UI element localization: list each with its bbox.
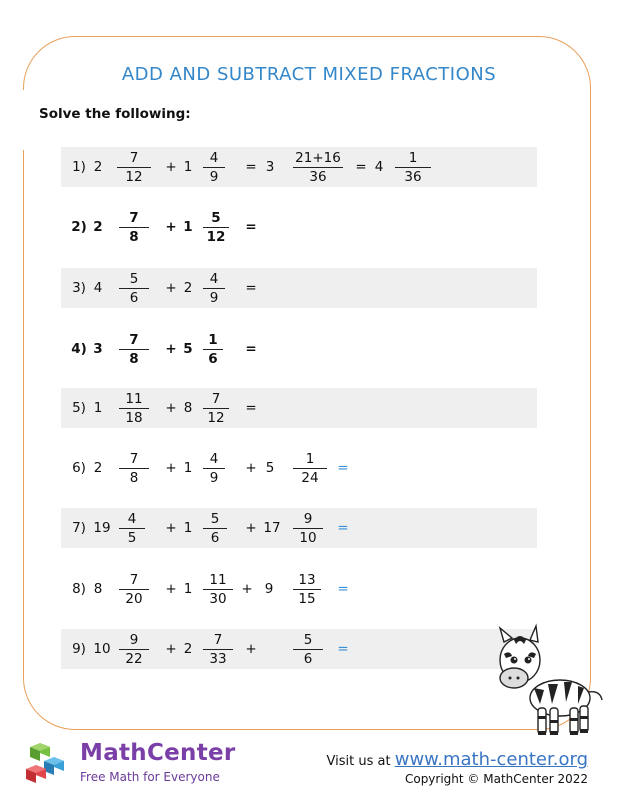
fraction-bar <box>293 468 327 469</box>
denominator: 10 <box>299 529 317 546</box>
fraction-bar <box>119 528 145 529</box>
numerator: 1 <box>408 149 418 166</box>
fraction-3 <box>293 629 323 669</box>
fraction-bar <box>293 528 323 529</box>
denominator: 24 <box>301 469 319 486</box>
copyright-text: Copyright © MathCenter 2022 <box>404 772 588 786</box>
problem-number: 4) <box>71 341 87 357</box>
whole-number-1: 2 <box>93 219 103 235</box>
numerator: 5 <box>211 209 221 226</box>
problem-row-5 <box>61 388 537 428</box>
denominator: 20 <box>125 590 143 607</box>
numerator: 11 <box>125 390 143 407</box>
denominator: 6 <box>129 289 139 306</box>
fraction-bar <box>203 528 227 529</box>
numerator: 4 <box>127 510 137 527</box>
operator: + <box>165 219 177 235</box>
fraction-2 <box>203 388 229 428</box>
frame-gap <box>0 90 32 150</box>
denominator: 5 <box>127 529 137 546</box>
fraction-bar <box>203 227 229 228</box>
whole-number-2: 8 <box>183 400 193 416</box>
fraction-1 <box>119 207 149 247</box>
visit-text: Visit us at <box>326 754 391 769</box>
fraction-bar <box>203 349 223 350</box>
problem-row-6 <box>61 448 537 488</box>
fraction-bar <box>119 649 149 650</box>
equals-sign: = <box>337 520 349 536</box>
fraction-bar <box>203 649 233 650</box>
problem-number: 7) <box>72 520 86 536</box>
problem-number: 3) <box>72 280 86 296</box>
problem-row-9 <box>61 629 537 669</box>
fraction-1 <box>119 388 149 428</box>
whole-number-1: 3 <box>93 341 103 357</box>
fraction-bar <box>203 408 229 409</box>
numerator: 5 <box>129 270 139 287</box>
worksheet-title: ADD AND SUBTRACT MIXED FRACTIONS <box>121 64 497 85</box>
numerator: 7 <box>129 450 139 467</box>
denominator: 36 <box>309 168 327 185</box>
answer-whole-2: 4 <box>374 159 384 175</box>
fraction-bar <box>119 227 149 228</box>
fraction-2 <box>203 508 227 548</box>
denominator: 8 <box>129 350 139 367</box>
denominator: 8 <box>129 228 139 245</box>
equals-sign: = <box>245 159 257 175</box>
answer-fraction-2 <box>395 147 431 187</box>
whole-number-1: 19 <box>93 520 111 536</box>
equals-sign: = <box>245 341 257 357</box>
problem-number: 9) <box>72 641 86 657</box>
whole-number-1: 2 <box>93 159 103 175</box>
operator: + <box>241 581 253 597</box>
fraction-bar <box>293 649 323 650</box>
operator: + <box>165 460 177 476</box>
operator: + <box>165 581 177 597</box>
operator: + <box>165 400 177 416</box>
whole-number-2: 1 <box>183 219 193 235</box>
fraction-bar <box>293 167 343 168</box>
numerator: 9 <box>303 510 313 527</box>
fraction-bar <box>119 468 149 469</box>
problem-row-1 <box>61 147 537 187</box>
fraction-1 <box>119 629 149 669</box>
operator: + <box>245 460 257 476</box>
denominator: 12 <box>207 409 225 426</box>
mathcenter-logo-icon <box>26 741 68 785</box>
fraction-3 <box>293 448 327 488</box>
whole-number-2: 1 <box>183 520 193 536</box>
whole-number-1: 10 <box>93 641 111 657</box>
numerator: 7 <box>129 571 139 588</box>
numerator: 11 <box>209 571 227 588</box>
whole-number-1: 8 <box>93 581 103 597</box>
fraction-bar <box>203 468 225 469</box>
fraction-2 <box>203 329 223 369</box>
problem-row-3 <box>61 268 537 308</box>
numerator: 7 <box>129 331 139 348</box>
whole-number-1: 2 <box>93 460 103 476</box>
numerator: 4 <box>209 450 219 467</box>
denominator: 12 <box>125 168 143 185</box>
website-link[interactable]: www.math-center.org <box>394 749 588 770</box>
brand-tagline: Free Math for Everyone <box>80 770 220 784</box>
operator: + <box>165 159 177 175</box>
fraction-2 <box>203 629 233 669</box>
problem-row-7 <box>61 508 537 548</box>
numerator: 7 <box>129 149 139 166</box>
answer-whole-1: 3 <box>265 159 275 175</box>
numerator: 4 <box>209 270 219 287</box>
problem-row-8 <box>61 569 537 609</box>
fraction-1 <box>119 448 149 488</box>
fraction-2 <box>203 569 233 609</box>
denominator: 6 <box>210 529 220 546</box>
fraction-bar <box>119 349 149 350</box>
zebra-illustration <box>490 620 608 740</box>
fraction-3 <box>293 508 323 548</box>
whole-number-3 <box>261 629 277 669</box>
numerator: 21+16 <box>295 149 341 166</box>
fraction-1 <box>117 147 151 187</box>
equals-sign: = <box>337 581 349 597</box>
fraction-1 <box>119 329 149 369</box>
fraction-1 <box>119 268 149 308</box>
denominator: 8 <box>129 469 139 486</box>
denominator: 30 <box>209 590 227 607</box>
problem-row-4 <box>61 329 537 369</box>
whole-number-2: 2 <box>183 641 193 657</box>
denominator: 33 <box>209 650 227 667</box>
operator: + <box>245 520 257 536</box>
fraction-1 <box>119 569 149 609</box>
visit-line <box>327 749 588 770</box>
problem-number: 1) <box>72 159 86 175</box>
fraction-bar <box>293 589 321 590</box>
whole-number-3: 5 <box>265 460 275 476</box>
equals-sign: = <box>245 219 257 235</box>
problem-number: 8) <box>72 581 86 597</box>
whole-number-1: 1 <box>93 400 103 416</box>
fraction-bar <box>119 288 149 289</box>
answer-fraction-1 <box>293 147 343 187</box>
problem-number: 2) <box>71 219 87 235</box>
denominator: 22 <box>125 650 143 667</box>
fraction-3 <box>293 569 321 609</box>
whole-number-2: 5 <box>183 341 193 357</box>
whole-number-2: 1 <box>183 460 193 476</box>
numerator: 1 <box>208 331 218 348</box>
fraction-bar <box>119 589 149 590</box>
instruction-text: Solve the following: <box>39 106 191 122</box>
operator: + <box>165 280 177 296</box>
denominator: 9 <box>209 289 219 306</box>
equals-sign: = <box>245 280 257 296</box>
brand-name: MathCenter <box>80 740 236 766</box>
numerator: 1 <box>305 450 315 467</box>
problem-number: 6) <box>72 460 86 476</box>
denominator: 36 <box>404 168 422 185</box>
fraction-bar <box>395 167 431 168</box>
problem-number: 5) <box>72 400 86 416</box>
whole-number-2: 1 <box>183 159 193 175</box>
operator: + <box>165 341 177 357</box>
fraction-bar <box>203 589 233 590</box>
numerator: 9 <box>129 631 139 648</box>
fraction-2 <box>203 448 225 488</box>
operator: + <box>245 641 257 657</box>
whole-number-2: 1 <box>183 581 193 597</box>
fraction-2 <box>203 268 225 308</box>
denominator: 18 <box>125 409 143 426</box>
numerator: 7 <box>213 631 223 648</box>
whole-number-2: 2 <box>183 280 193 296</box>
equals-sign: = <box>355 159 367 175</box>
fraction-bar <box>119 408 149 409</box>
fraction-1 <box>119 508 145 548</box>
equals-sign: = <box>245 400 257 416</box>
operator: + <box>165 641 177 657</box>
fraction-2 <box>203 207 229 247</box>
numerator: 4 <box>209 149 219 166</box>
fraction-2 <box>203 147 225 187</box>
fraction-bar <box>203 167 225 168</box>
numerator: 7 <box>211 390 221 407</box>
whole-number-1: 4 <box>93 280 103 296</box>
fraction-bar <box>117 167 151 168</box>
numerator: 5 <box>303 631 313 648</box>
numerator: 5 <box>210 510 220 527</box>
whole-number-3: 9 <box>264 581 274 597</box>
problem-row-2 <box>61 207 537 247</box>
operator: + <box>165 520 177 536</box>
denominator: 9 <box>209 168 219 185</box>
equals-sign: = <box>337 460 349 476</box>
denominator: 9 <box>209 469 219 486</box>
numerator: 13 <box>298 571 316 588</box>
numerator: 7 <box>129 209 139 226</box>
whole-number-3: 17 <box>263 520 281 536</box>
equals-sign: = <box>337 641 349 657</box>
denominator: 15 <box>298 590 316 607</box>
denominator: 12 <box>206 228 226 245</box>
fraction-bar <box>203 288 225 289</box>
denominator: 6 <box>303 650 313 667</box>
denominator: 6 <box>208 350 218 367</box>
